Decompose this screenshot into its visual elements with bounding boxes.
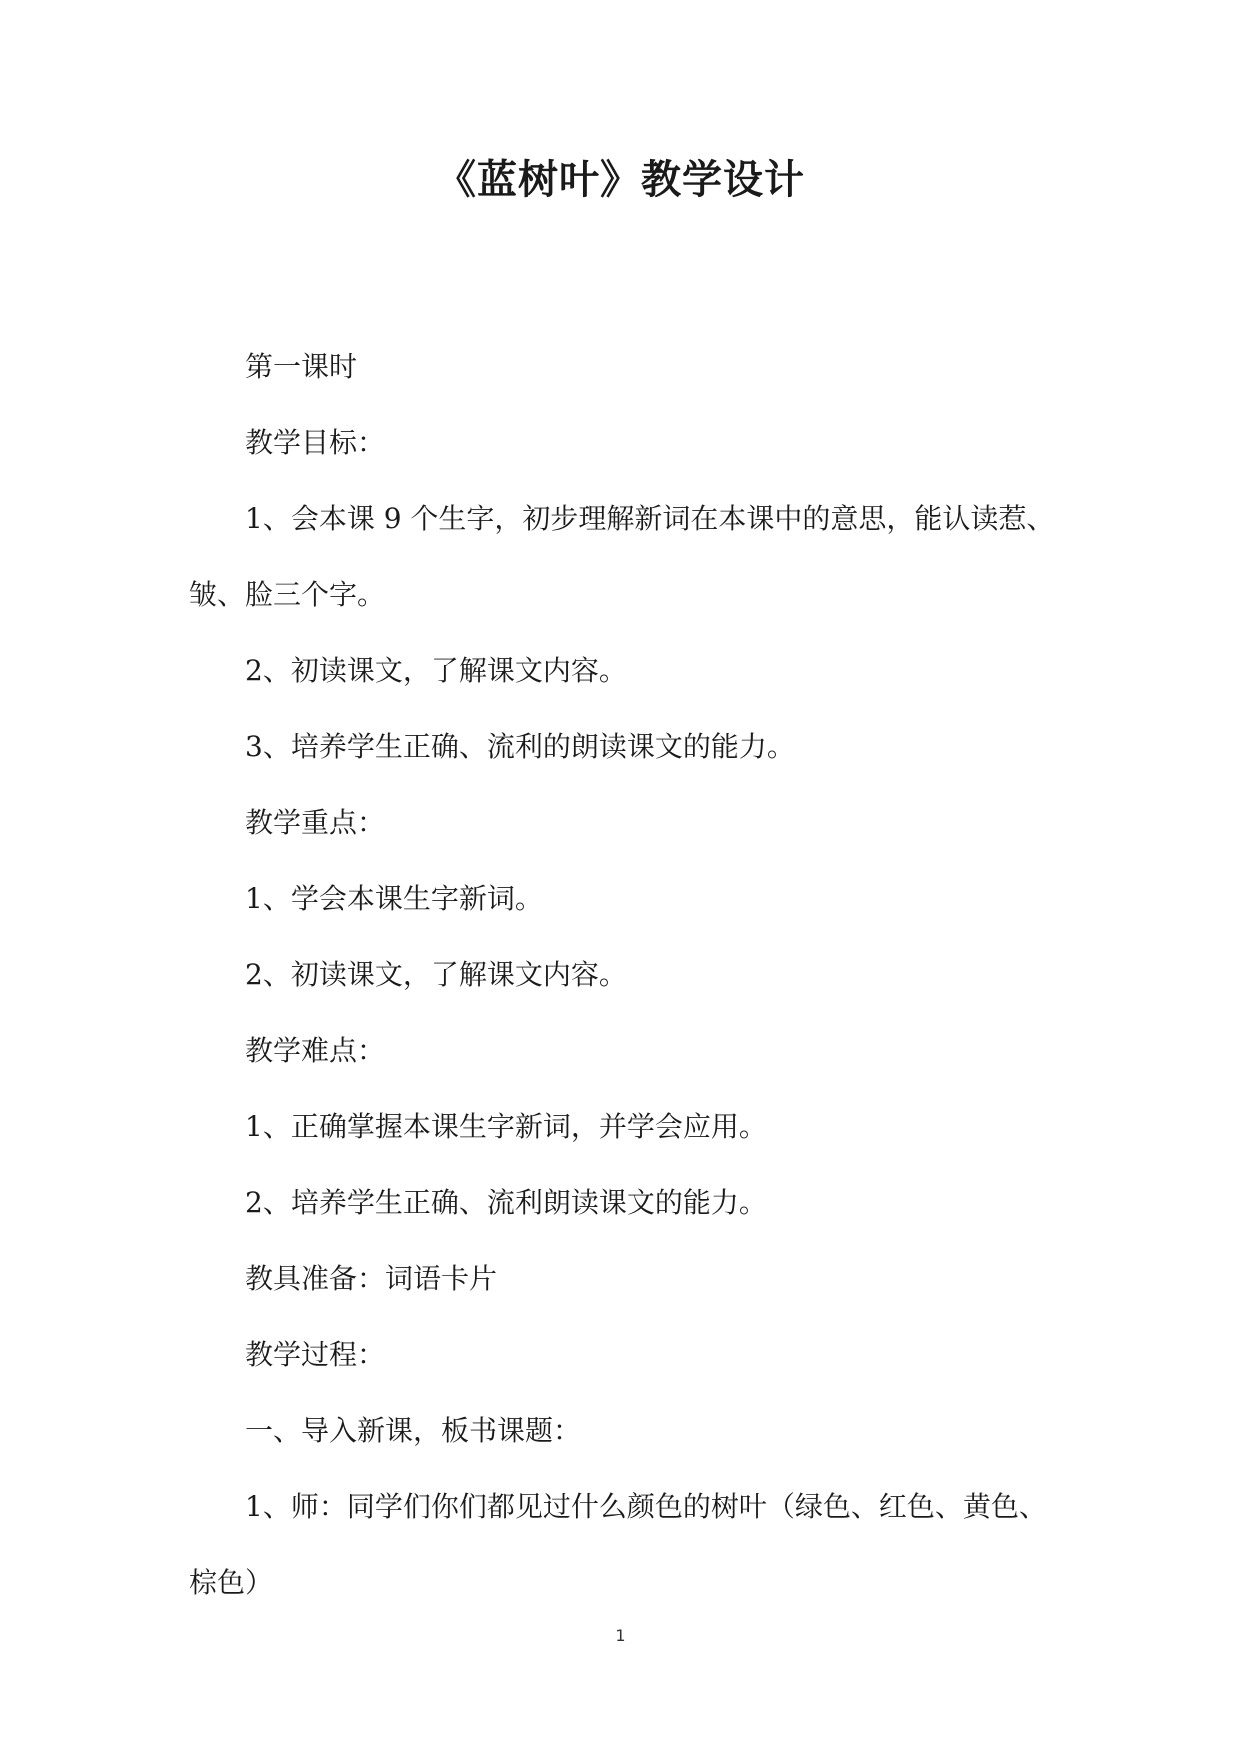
paragraph-key-point-1: 1、学会本课生字新词。 [245, 882, 543, 915]
paragraph-section-1: 一、导入新课，板书课题： [245, 1414, 582, 1447]
paragraph-key-points-heading: 教学重点： [245, 806, 386, 839]
paragraph-materials: 教具准备：词语卡片 [245, 1262, 498, 1295]
paragraph-lesson-period: 第一课时 [245, 350, 358, 383]
paragraph-objective-1: 1、会本课 9 个生字，初步理解新词在本课中的意思，能认读惹、皱、脸三个字。 [189, 502, 1055, 611]
paragraph-objective-2: 2、初读课文，了解课文内容。 [245, 654, 627, 687]
paragraph-difficulty-2: 2、培养学生正确、流利朗读课文的能力。 [245, 1186, 767, 1219]
document-title: 《蓝树叶》教学设计 [436, 157, 805, 203]
paragraph-key-point-2: 2、初读课文，了解课文内容。 [245, 958, 627, 991]
paragraph-objectives-heading: 教学目标： [245, 426, 386, 459]
page-number: 1 [615, 1626, 626, 1645]
paragraph-difficulty-1: 1、正确掌握本课生字新词，并学会应用。 [245, 1110, 767, 1143]
paragraph-difficulties-heading: 教学难点： [245, 1034, 386, 1067]
paragraph-section-1-step-1: 1、师：同学们你们都见过什么颜色的树叶（绿色、红色、黄色、棕色） [189, 1490, 1047, 1599]
paragraph-process-heading: 教学过程： [245, 1338, 386, 1371]
paragraph-objective-3: 3、培养学生正确、流利的朗读课文的能力。 [245, 730, 795, 763]
document-body [189, 329, 1069, 1621]
